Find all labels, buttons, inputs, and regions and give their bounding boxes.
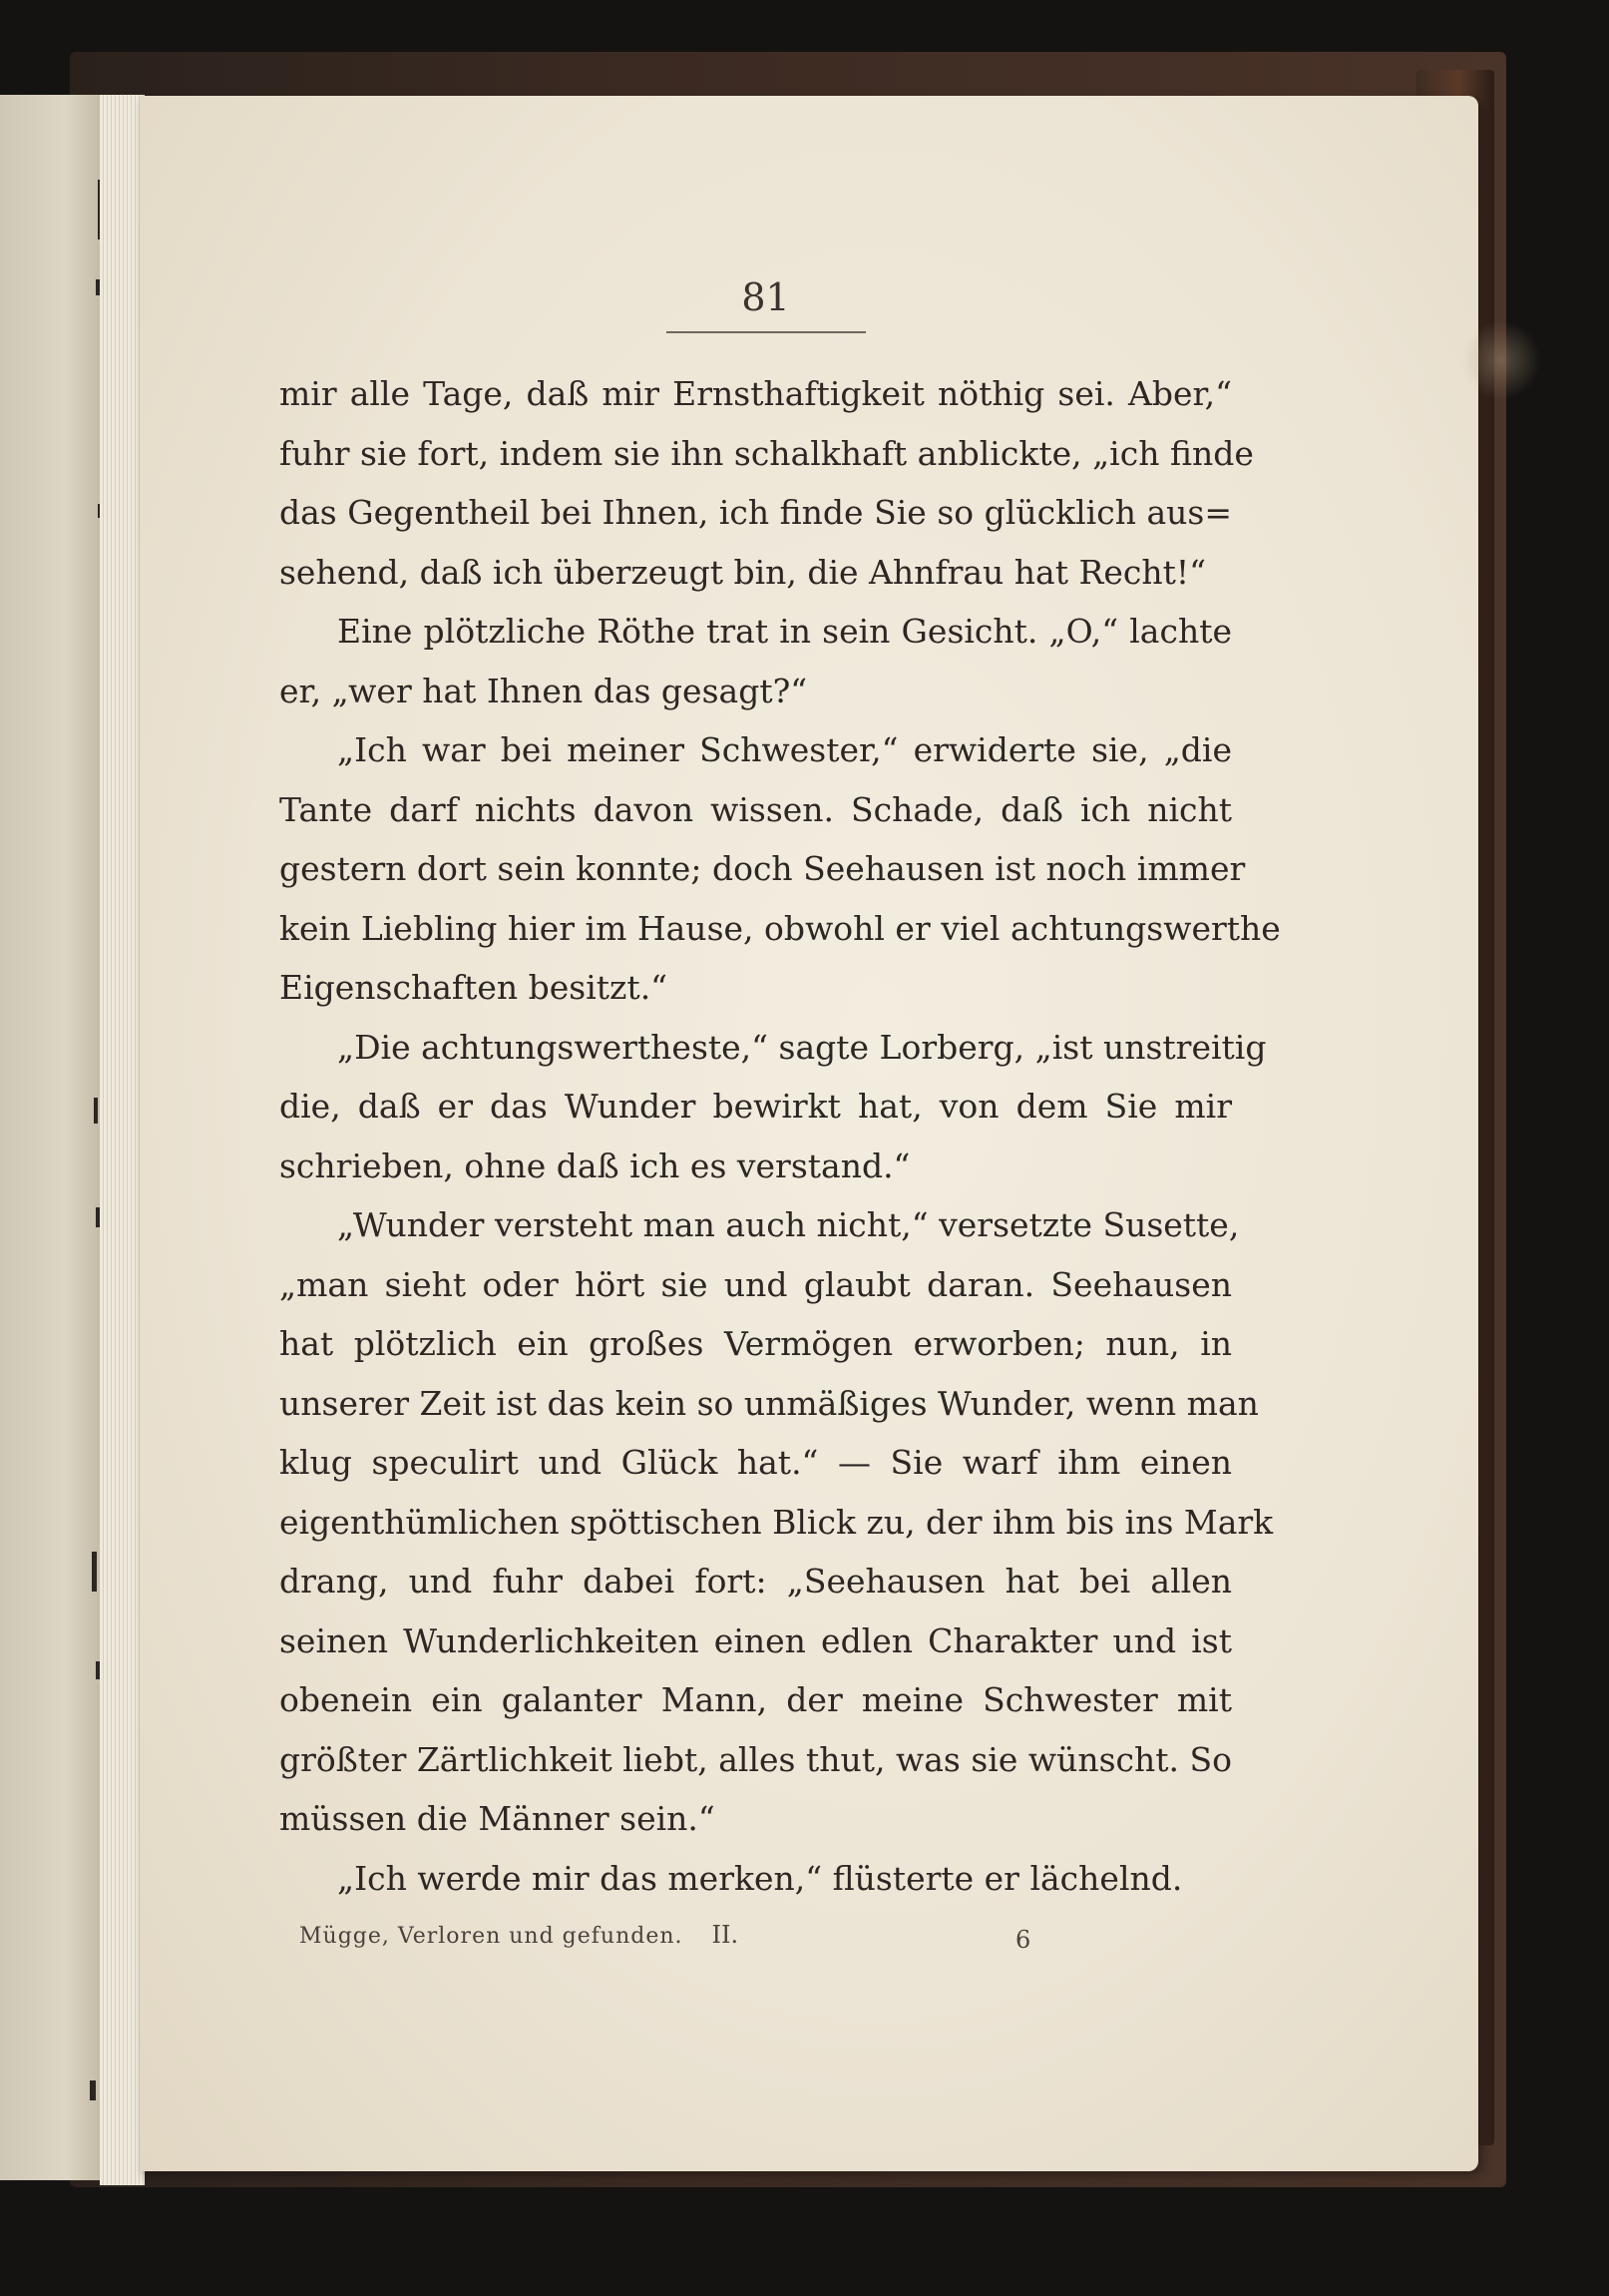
text-line: kein Liebling hier im Hause, obwohl er viel achtungswerthe: [279, 908, 1281, 948]
text-line: sehend, daß ich überzeugt bin, die Ahnfrau hat Recht!“: [279, 552, 1206, 592]
text-line: „Die achtungswertheste,“ sagte Lorberg, „ist unstreitig: [337, 1027, 1267, 1067]
text-line: „Wunder versteht man auch nicht,“ versetzte Susette,: [337, 1205, 1240, 1244]
text-line: klug speculirt und Glück hat.“ — Sie warf ihm einen: [279, 1443, 1232, 1482]
footer-volume: II.: [711, 1921, 739, 1949]
text-line: schrieben, ohne daß ich es verstand.“: [279, 1146, 911, 1185]
page-number-rule: [666, 331, 866, 333]
paper-stain: [1461, 320, 1541, 400]
text-line: obenein ein galanter Mann, der meine Schwester mit: [279, 1680, 1232, 1719]
text-line: fuhr sie fort, indem sie ihn schalkhaft anblickte, „ich finde: [279, 433, 1254, 473]
printer-signature: 6: [1015, 1926, 1031, 1954]
text-line: er, „wer hat Ihnen das gesagt?“: [279, 671, 808, 710]
text-line: Tante darf nichts davon wissen. Schade, daß ich nicht: [279, 789, 1232, 829]
text-line: hat plötzlich ein großes Vermögen erworben; nun, in: [279, 1324, 1232, 1363]
left-facing-page: [0, 95, 110, 2180]
text-line: eigenthümlichen spöttischen Blick zu, der ihm bis ins Mark: [279, 1502, 1274, 1542]
text-line: „man sieht oder hört sie und glaubt daran. Seehausen: [279, 1264, 1232, 1304]
text-line: Eine plötzliche Röthe trat in sein Gesicht. „O,“ lachte: [337, 612, 1232, 651]
text-line: unserer Zeit ist das kein so unmäßiges Wunder, wenn man: [279, 1383, 1259, 1423]
text-line: seinen Wunderlichkeiten einen edlen Charakter und ist: [279, 1620, 1232, 1660]
text-line: mir alle Tage, daß mir Ernsthaftigkeit nöthig sei. Aber,“: [279, 374, 1232, 413]
text-line: „Ich war bei meiner Schwester,“ erwiderte sie, „die: [337, 730, 1232, 769]
text-line: die, daß er das Wunder bewirkt hat, von dem Sie mir: [279, 1087, 1232, 1126]
footer-work-title: Mügge, Verloren und gefunden.: [299, 1924, 683, 1949]
page-stack-edge: [100, 95, 145, 2185]
body-text: [279, 364, 1281, 1908]
text-line: das Gegentheil bei Ihnen, ich finde Sie so glücklich aus=: [279, 493, 1232, 532]
text-line: größter Zärtlichkeit liebt, alles thut, was sie wünscht. So: [279, 1739, 1232, 1779]
text-line: gestern dort sein konnte; doch Seehausen ist noch immer: [279, 849, 1246, 888]
page-number: 81: [741, 275, 790, 319]
text-line: drang, und fuhr dabei fort: „Seehausen hat bei allen: [279, 1562, 1232, 1601]
text-line: müssen die Männer sein.“: [279, 1799, 715, 1838]
text-line: „Ich werde mir das merken,“ flüsterte er lächelnd.: [337, 1858, 1183, 1898]
text-line: Eigenschaften besitzt.“: [279, 968, 668, 1007]
signature-line: [299, 1921, 1057, 1949]
